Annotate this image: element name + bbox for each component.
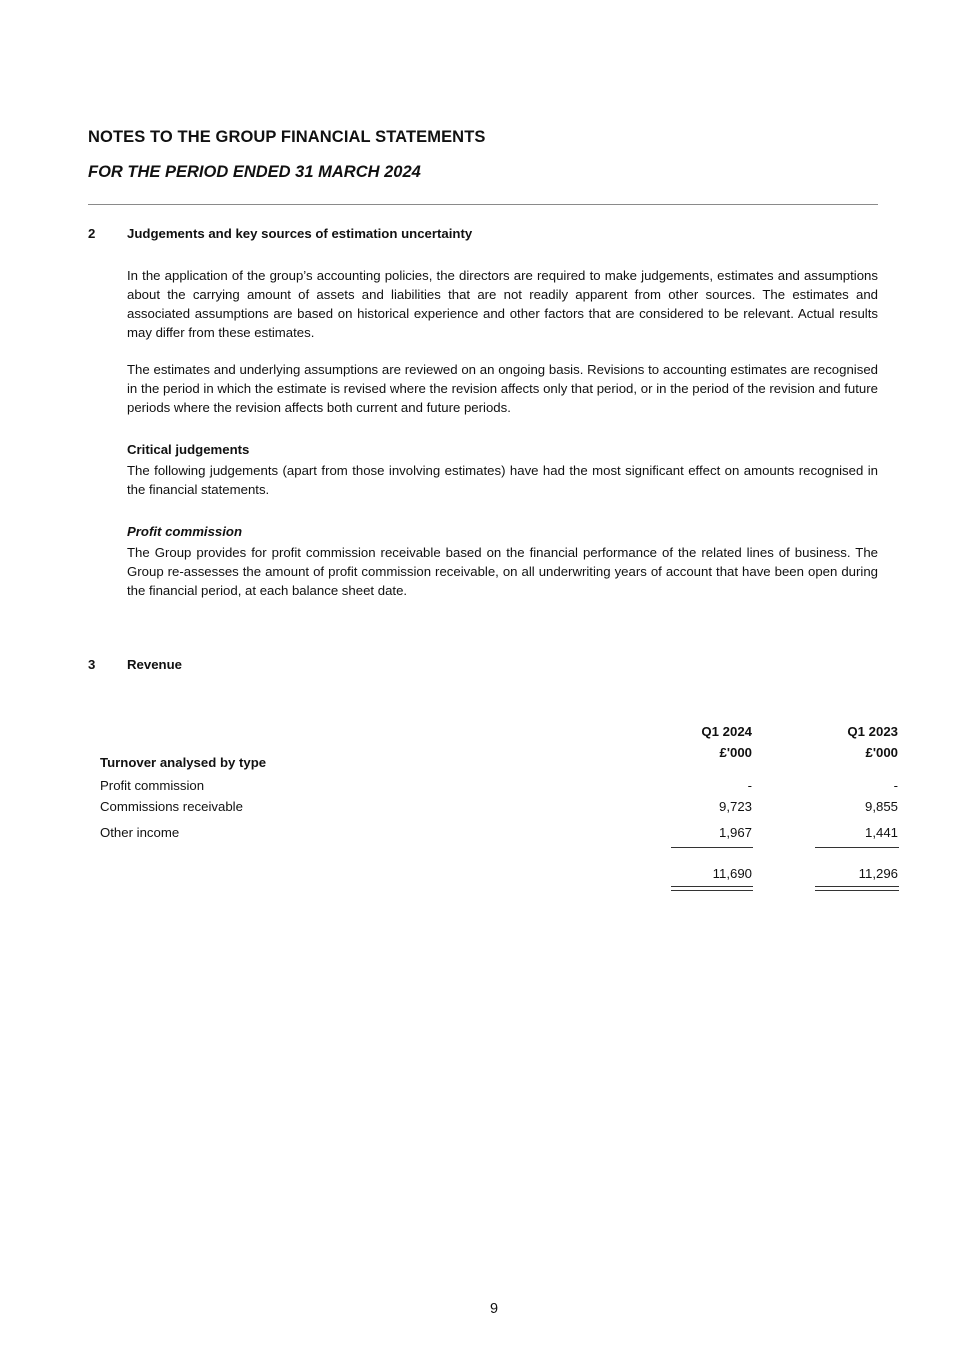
column-header-period: Q1 2024: [701, 724, 752, 739]
page-subtitle: FOR THE PERIOD ENDED 31 MARCH 2024: [88, 163, 421, 181]
table-row-label: Other income: [100, 825, 180, 840]
total-double-rule: [671, 886, 753, 891]
section-2-number: 2: [88, 226, 96, 241]
column-header-unit: £'000: [865, 745, 898, 760]
table-cell: 9,723: [718, 799, 752, 814]
page-title: NOTES TO THE GROUP FINANCIAL STATEMENTS: [88, 128, 486, 146]
table-cell: 1,441: [864, 825, 898, 840]
column-header-unit: £'000: [719, 745, 752, 760]
section-2-paragraph-1: In the application of the group’s accounting policies, the directors are required to make judgements, estimates and assumptions about the carrying amount of assets and liabilities that are not readily apparent from other sources. The estimates and associated assumptions are based on historical experience and other factors that are considered to be relevant. Actual results may differ from these estimates.: [127, 268, 878, 340]
table-row-label: Profit commission: [100, 778, 205, 793]
profit-commission-text: The Group provides for profit commission receivable based on the financial performance of the related lines of business. The Group re-assesses the amount of profit commission receivable, on all underwriting years of account that have been open during the financial period, at each balance sheet date.: [127, 545, 878, 598]
subtotal-rule: [815, 847, 899, 848]
section-3-heading: Revenue: [127, 657, 182, 672]
critical-judgements-text: The following judgements (apart from those involving estimates) have had the most significant effect on amounts recognised in the financial statements.: [127, 463, 878, 497]
table-total: 11,690: [712, 866, 752, 881]
table-cell: 1,967: [718, 825, 752, 840]
profit-commission-heading: Profit commission: [127, 524, 243, 539]
section-3-number: 3: [88, 657, 96, 672]
section-2-paragraph-2: The estimates and underlying assumptions are reviewed on an ongoing basis. Revisions to accounting estimates are recognised in the period in which the estimate is revised where the revision affects only that period, or in the period of the revision and future periods where the revision affects both current and future periods.: [127, 362, 878, 415]
subtotal-rule: [671, 847, 753, 848]
critical-judgements-heading: Critical judgements: [127, 442, 250, 457]
table-cell: -: [893, 778, 898, 793]
page-number: 9: [489, 1301, 499, 1317]
total-double-rule: [815, 886, 899, 891]
table-row-label: Commissions receivable: [100, 799, 243, 814]
table-cell: 9,855: [864, 799, 898, 814]
column-header-period: Q1 2023: [847, 724, 898, 739]
table-cell: -: [747, 778, 752, 793]
table-row-heading: Turnover analysed by type: [100, 755, 267, 770]
section-2-heading: Judgements and key sources of estimation uncertainty: [127, 226, 473, 241]
header-divider: [88, 204, 878, 205]
table-total: 11,296: [858, 866, 898, 881]
